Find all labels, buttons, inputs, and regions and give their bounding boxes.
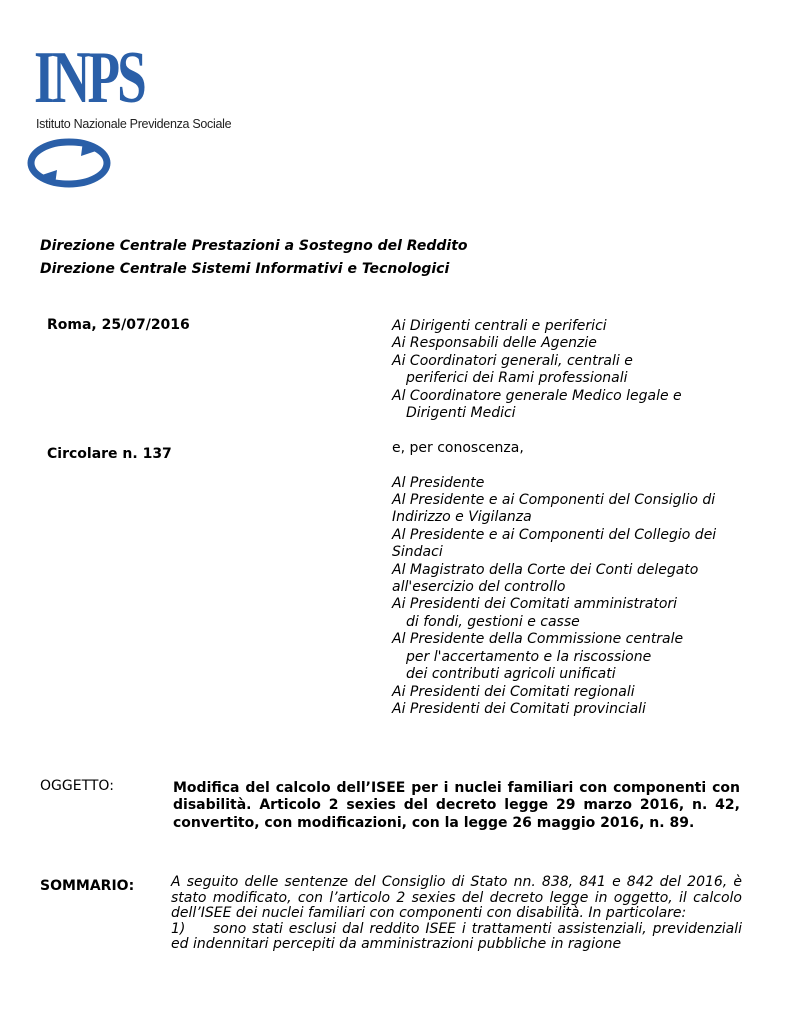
sommario-intro: A seguito delle sentenze del Consiglio di Stato nn. 838, 841 e 842 del 2016, è stato modificato, con l’articolo 2 sexies del decreto legge in oggetto, il calcolo dell’ISEE dei nuclei familiari con componenti con disabilità. In particolare: xyxy=(171,874,742,922)
recipient-line: Ai Coordinatori generali, centrali e xyxy=(392,352,633,369)
circular-number: Circolare n. 137 xyxy=(47,446,172,462)
recipient-line: Al Coordinatore generale Medico legale e xyxy=(392,387,682,404)
item-number: 1) xyxy=(171,920,186,937)
recipient-line: Dirigenti Medici xyxy=(406,405,516,422)
sommario-label: SOMMARIO: xyxy=(40,878,135,894)
sommario-item-1 xyxy=(171,922,742,953)
department-line-1: Direzione Centrale Prestazioni a Sostegno del Reddito xyxy=(40,238,468,254)
sommario-body xyxy=(171,875,742,953)
cc-recipient-line: Al Presidente della Commissione centrale xyxy=(392,631,684,648)
cc-recipient-line: per l'accertamento e la riscossione xyxy=(406,648,652,665)
cc-recipient-line: Al Presidente e ai Componenti del Consiglio di xyxy=(392,492,716,509)
inps-logo-subtitle: Istituto Nazionale Previdenza Sociale xyxy=(36,117,232,131)
cc-recipient-line: all'esercizio del controllo xyxy=(392,579,566,596)
cc-recipient-line: dei contributi agricoli unificati xyxy=(406,666,616,683)
cc-recipient-line: Ai Presidenti dei Comitati provinciali xyxy=(392,700,646,717)
cc-recipient-line: Al Magistrato della Corte dei Conti delegato xyxy=(392,561,699,578)
item-text: sono stati esclusi dal reddito ISEE i trattamenti assistenziali, previdenziali ed indennitari percepiti da amministrazioni pubbliche in ragione xyxy=(171,920,742,953)
cc-recipient-line: Sindaci xyxy=(392,544,443,561)
oggetto-label: OGGETTO: xyxy=(40,778,114,794)
recipient-line: Ai Responsabili delle Agenzie xyxy=(392,335,597,352)
oggetto-text: Modifica del calcolo dell’ISEE per i nuclei familiari con componenti con disabilità. Articolo 2 sexies del decreto legge 29 marzo 2016, n. 42, convertito, con modificazioni, con la legge 26 maggio 2016, n. 89. xyxy=(173,780,740,831)
cc-recipient-line: Al Presidente e ai Componenti del Collegio dei xyxy=(392,526,717,543)
recipient-line: Ai Dirigenti centrali e periferici xyxy=(392,318,607,334)
recipients-list xyxy=(392,318,752,718)
recipient-line: periferici dei Rami professionali xyxy=(406,370,628,387)
cc-recipient-line: Al Presidente xyxy=(392,474,485,491)
cc-recipient-line: Ai Presidenti dei Comitati regionali xyxy=(392,683,635,700)
cc-recipient-line: di fondi, gestioni e casse xyxy=(406,613,580,630)
cc-recipient-line: Indirizzo e Vigilanza xyxy=(392,509,532,526)
inps-emblem-icon xyxy=(27,138,111,188)
cc-recipient-line: Ai Presidenti dei Comitati amministratori xyxy=(392,596,678,613)
cc-intro: e, per conoscenza, xyxy=(392,439,524,456)
department-line-2: Direzione Centrale Sistemi Informativi e Tecnologici xyxy=(40,261,450,277)
place-date: Roma, 25/07/2016 xyxy=(47,317,190,333)
inps-logo-wordmark: INPS xyxy=(34,37,144,119)
